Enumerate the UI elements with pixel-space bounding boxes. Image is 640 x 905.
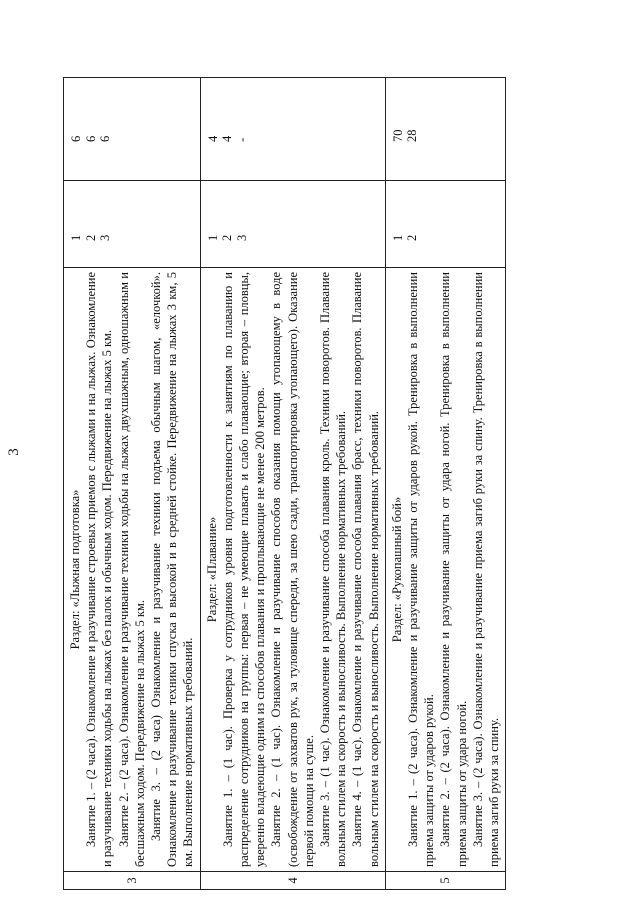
lesson-number: 2 [405, 234, 420, 241]
lesson-number: 2 [220, 234, 235, 241]
section-title: Раздел: «Плавание» [204, 516, 219, 623]
lesson-number: 1 [205, 234, 220, 241]
hours-value: 4 [205, 135, 220, 142]
hours-value: 6 [69, 135, 83, 142]
section-content [385, 268, 505, 872]
hours-value: - [234, 137, 249, 142]
section-title: Раздел: «Лыжная подготовка» [68, 489, 82, 650]
table-row [200, 78, 385, 890]
table-row [385, 78, 505, 890]
lesson-numbers [200, 181, 385, 268]
section-title: Раздел: «Рукопашный бой» [389, 496, 404, 643]
lesson-number: 3 [234, 234, 249, 241]
lesson-text: Занятие 1. – (2 часа). Ознакомление и разучивание строевых приемов с лыжами и на лыжах. Ознакомление и разучивание техники ходьбы на лыжах без палок и обычным ходом. Передвижение на лыжах 5 км. [84, 272, 115, 867]
section-number: 3 [64, 872, 201, 890]
lesson-text: Занятие 2. – (2 часа). Ознакомление и разучивание техники ходьбы на лыжах двухшажным, одношажным и бесшажным ходом. Передвижение на лыжах 5 км. [116, 272, 147, 867]
lesson-number: 1 [390, 234, 405, 241]
section-number: 5 [385, 872, 505, 890]
lesson-text: Занятие 1. – (2 часа). Ознакомление и разучивание защиты от ударов рукой. Тренировка в выполнении приема защиты от ударов рукой. [406, 272, 437, 867]
page-number: 3 [6, 448, 22, 456]
section-content [200, 268, 385, 872]
lesson-text: Занятие 3. – (2 часа) Ознакомление и разучивание техники подъема обычным шагом, «елочкой». Ознакомление и разучивание техники спуска в высокой и в средней стойке. Передвижение на лыжах 3 км, 5 км. Выполнение нормативных требований. [149, 272, 196, 867]
lesson-hours [200, 78, 385, 181]
lesson-numbers [385, 181, 505, 268]
lesson-numbers [64, 181, 201, 268]
hours-value: 6 [98, 135, 112, 142]
lesson-text: Занятие 1. – (1 час). Проверка у сотрудников уровня подготовленности к занятиям по плаванию и распределение сотрудников на группы: первая – не умеющие плавать и слабо плавающие; вторая – пловцы, уверенно владеющие одним из способов плавания и проплывающие не менее 200 метров. [220, 272, 268, 867]
lesson-number: 2 [83, 234, 98, 241]
table-row [64, 78, 201, 890]
curriculum-table [63, 77, 506, 890]
hours-value: 4 [220, 135, 235, 142]
section-content [64, 268, 201, 872]
section-number: 4 [200, 872, 385, 890]
lesson-hours [64, 78, 201, 181]
lesson-text: Занятие 2. – (1 час). Ознакомление и разучивание способов оказания помощи утопающему в воде (освобождение от захватов рук, за туловище спереди, за шею сзади, транспортировка утопающего). Оказание первой помощи на суше. [269, 272, 316, 867]
hours-value: 70 [390, 129, 405, 142]
hours-value: 6 [83, 135, 98, 142]
lesson-number: 1 [69, 234, 83, 241]
lesson-text: Занятие 2. – (2 часа). Ознакомление и разучивание защиты от удара ногой. Тренировка в выполнении приема защиты от удара ногой. [438, 272, 469, 867]
lesson-text: Занятие 4. – (1 час). Ознакомление и разучивание способа плавания брасс, техники поворотов. Плавание вольным стилем на скорость и выносливость. Выполнение нормативных требований. [350, 272, 381, 867]
hours-value: 28 [405, 129, 420, 142]
lesson-hours [385, 78, 505, 181]
lesson-number: 3 [98, 234, 112, 241]
lesson-text: Занятие 3. – (2 часа). Ознакомление и разучивание приема загиб руки за спину. Тренировка в выполнении приема загиб руки за спину. [470, 272, 502, 867]
lesson-text: Занятие 3. – (1 час). Ознакомление и разучивание способа плавания кроль. Техники поворотов. Плавание вольным стилем на скорость и выносливость. Выполнение нормативных требований. [318, 272, 349, 867]
